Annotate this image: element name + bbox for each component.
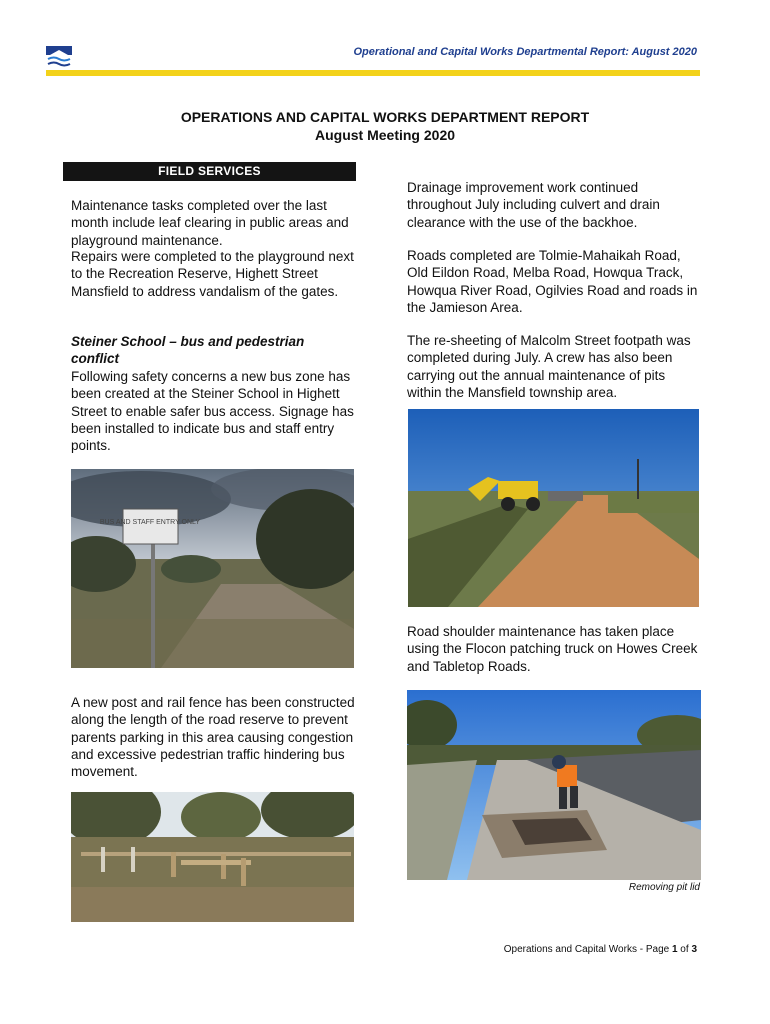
right-paragraph-roads: Roads completed are Tolmie-Mahaikah Road, Old Eildon Road, Melba Road, Howqua Track, Howqua River Road, Ogilvies Road and roads in the Jamieson Area. — [407, 248, 698, 315]
right-paragraph-drainage: Drainage improvement work continued throughout July including culvert and drain clearance with the use of the backhoe. — [407, 180, 660, 230]
subheading-steiner-school: Steiner School – bus and pedestrian conflict — [71, 334, 305, 367]
header-title: Operational and Capital Works Departmental Report: August 2020 — [353, 46, 697, 58]
photo-removing-pit-lid — [407, 690, 701, 880]
right-paragraph-road-shoulder: Road shoulder maintenance has taken place using the Flocon patching truck on Howes Creek and Tabletop Roads. — [407, 624, 698, 674]
council-logo-icon — [46, 44, 72, 70]
left-paragraph-maintenance: Maintenance tasks completed over the last month include leaf clearing in public areas and playground maintenance. — [71, 198, 349, 248]
photo-bus-entry-sign — [71, 469, 354, 668]
header-rule — [46, 70, 700, 76]
photo-post-rail-fence — [71, 792, 354, 922]
section-heading-field-services: FIELD SERVICES — [63, 162, 356, 181]
document-title: OPERATIONS AND CAPITAL WORKS DEPARTMENT REPORT — [180, 109, 590, 125]
footer-page-number: 1 — [671, 944, 678, 955]
left-paragraph-bus-zone: Following safety concerns a new bus zone has been created at the Steiner School in Highett Street to enable safer bus access. Signage has been installed to indicate bus and staff entry points. — [71, 369, 354, 454]
photo-backhoe-road — [408, 409, 699, 607]
footer-page-total: 3 — [691, 944, 697, 955]
footer-of: of — [677, 944, 692, 955]
sign-text: BUS AND STAFF ENTRY ONLY — [99, 519, 201, 526]
document-subtitle: August Meeting 2020 — [314, 127, 456, 143]
left-paragraph-fence: A new post and rail fence has been constructed along the length of the road reserve to prevent parents parking in this area causing congestion and excessive pedestrian traffic hindering bus movement. — [71, 695, 355, 780]
page-footer — [504, 944, 697, 955]
right-paragraph-footpath: The re-sheeting of Malcolm Street footpath was completed during July. A crew has also been carrying out the annual maintenance of pits within the Mansfield township area. — [407, 333, 691, 400]
caption-removing-pit-lid: Removing pit lid — [628, 882, 700, 893]
left-paragraph-repairs: Repairs were completed to the playground next to the Recreation Reserve, Highett Street Mansfield to address vandalism of the gates. — [71, 249, 354, 299]
footer-text: Operations and Capital Works - Page — [503, 944, 672, 955]
